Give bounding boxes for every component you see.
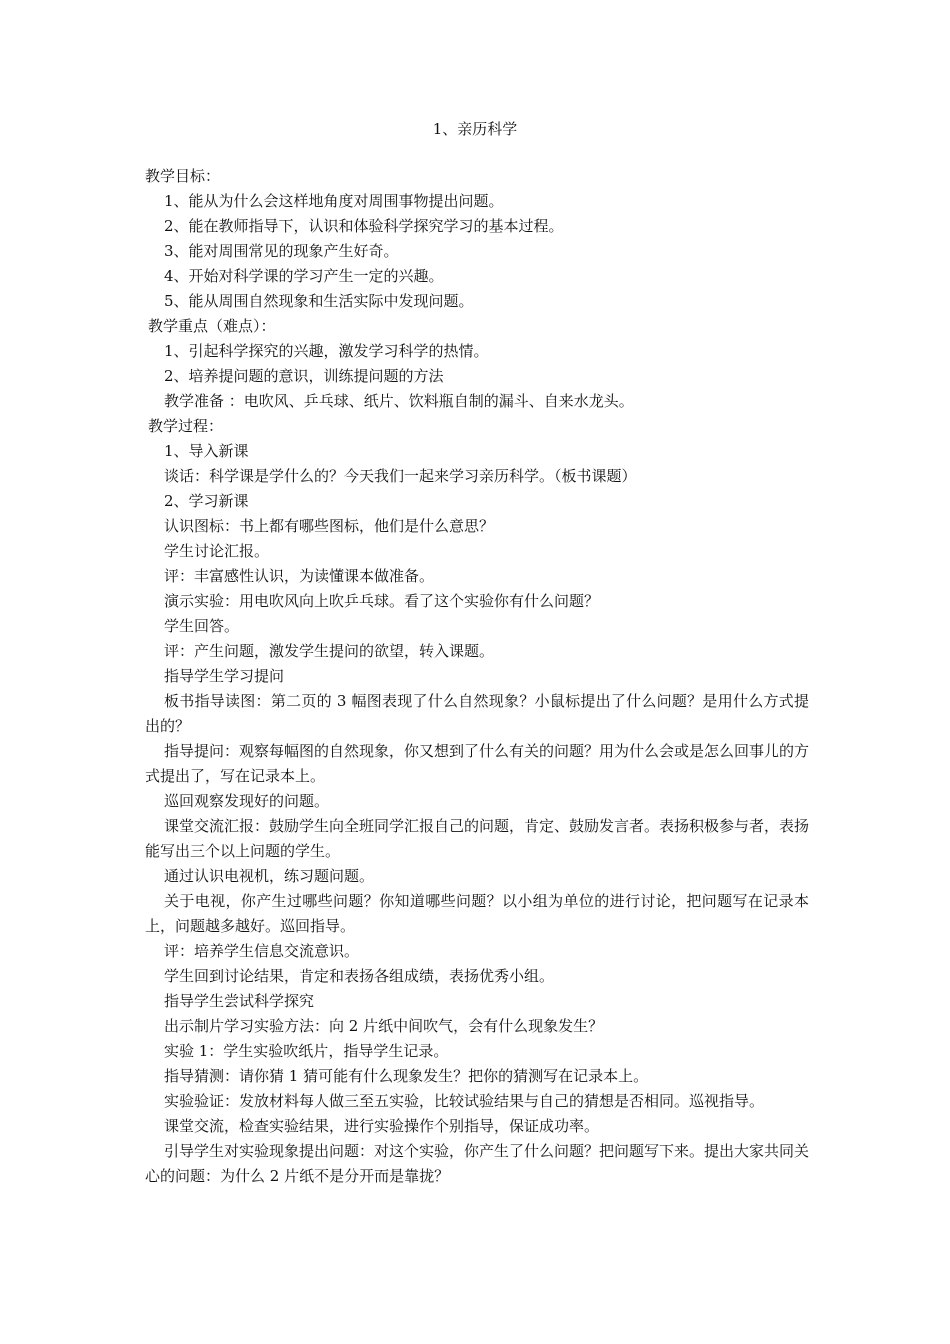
goal-item: 1、能从为什么会这样地角度对周围事物提出问题。 [164,192,504,210]
focus-item: 2、培养提问题的意识，训练提问题的方法 [164,367,444,385]
process-line: 学生回到讨论结果，肯定和表扬各组成绩，表扬优秀小组。 [164,967,555,985]
process-line: 学生讨论汇报。 [164,542,270,560]
goal-item: 3、能对周围常见的现象产生好奇。 [164,242,399,260]
process-line: 指导猜测：请你猜 1 猜可能有什么现象发生？把你的猜测写在记录本上。 [164,1067,649,1085]
process-line: 出示制片学习实验方法：向 2 片纸中间吹气，会有什么现象发生？ [164,1017,604,1035]
process-line: 认识图标：书上都有哪些图标，他们是什么意思？ [164,517,495,535]
goal-item: 2、能在教师指导下，认识和体验科学探究学习的基本过程。 [164,217,564,235]
process-line: 评：丰富感性认识，为读懂课本做准备。 [164,567,435,585]
process-line: 指导学生学习提问 [164,667,285,685]
focus-item: 1、引起科学探究的兴趣，激发学习科学的热情。 [164,342,489,360]
process-line: 演示实验：用电吹风向上吹乒乓球。看了这个实验你有什么问题？ [164,592,600,610]
process-line: 实验 1：学生实验吹纸片，指导学生记录。 [164,1042,449,1060]
process-line: 关于电视，你产生过哪些问题？你知道哪些问题？以小组为单位的进行讨论，把问题写在记录本上，问题越多越好。巡回指导。 [145,892,809,935]
process-line: 指导提问：观察每幅图的自然现象，你又想到了什么有关的问题？用为什么会或是怎么回事儿的方式提出了，写在记录本上。 [145,742,810,785]
process-line: 评：产生问题，激发学生提问的欲望，转入课题。 [164,642,495,660]
process-line: 板书指导读图：第二页的 3 幅图表现了什么自然现象？小鼠标提出了什么问题？是用什么方式提出的？ [145,692,809,735]
process-line: 学生回答。 [164,617,240,635]
process-line: 1、导入新课 [164,442,249,460]
process-line: 指导学生尝试科学探究 [164,992,315,1010]
process-heading: 教学过程： [148,417,224,435]
document-body [145,164,809,1189]
focus-heading: 教学重点（难点）： [148,317,276,335]
preparation-line: 教学准备 ：电吹风、乒乓球、纸片、饮料瓶自制的漏斗、自来水龙头。 [164,392,634,410]
process-line: 引导学生对实验现象提出问题：对这个实验，你产生了什么问题？把问题写下来。提出大家共同关心的问题：为什么 2 片纸不是分开而是靠拢？ [145,1142,810,1185]
process-line: 课堂交流汇报：鼓励学生向全班同学汇报自己的问题，肯定、鼓励发言者。表扬积极参与者，表扬能写出三个以上问题的学生。 [145,817,810,860]
goal-item: 4、开始对科学课的学习产生一定的兴趣。 [164,267,444,285]
process-line: 巡回观察发现好的问题。 [164,792,330,810]
process-line: 实验验证：发放材料每人做三至五实验，比较试验结果与自己的猜想是否相同。巡视指导。 [164,1092,765,1110]
process-line: 评：培养学生信息交流意识。 [164,942,360,960]
goal-item: 5、能从周围自然现象和生活实际中发现问题。 [164,292,474,310]
goals-heading: 教学目标： [145,167,221,185]
process-line: 谈话：科学课是学什么的？今天我们一起来学习亲历科学。（板书课题） [164,467,637,485]
document-title: 1、亲历科学 [432,120,518,138]
process-line: 通过认识电视机，练习题问题。 [164,867,375,885]
process-line: 2、学习新课 [164,492,249,510]
process-line: 课堂交流，检查实验结果，进行实验操作个别指导，保证成功率。 [164,1117,600,1135]
